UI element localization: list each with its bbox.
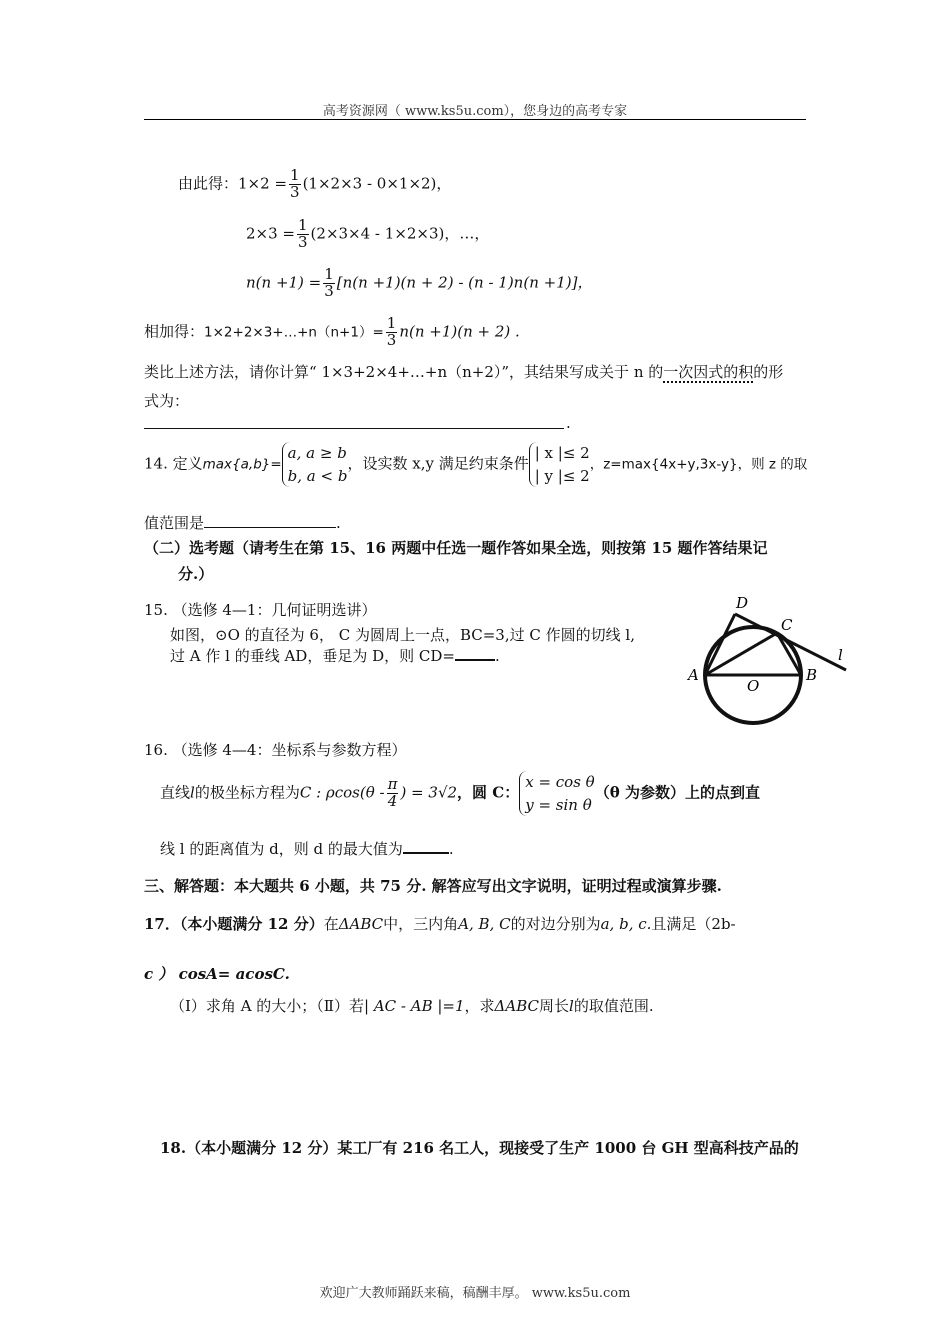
analogy-line: 类比上述方法，请你计算“ 1×3+2×4+…+n（n+2）”，其结果写成关于 n 的一次因式的积的形 xyxy=(144,363,784,381)
fraction-pi-over-4: $\frac{\pi}{4}$ xyxy=(387,775,398,810)
section-solutions-heading: 三、解答题：本大题共 6 小题，共 75 分. 解答应写出文字说明，证明过程或演算步骤. xyxy=(144,877,722,895)
label-b: B xyxy=(806,666,818,684)
page-footer: 欢迎广大教师踊跃来稿，稿酬丰厚。 www.ks5u.com xyxy=(319,1286,631,1301)
fraction-one-third: $\frac{1}{3}$ xyxy=(386,314,397,349)
lead-text: 由此得： xyxy=(178,174,239,193)
geometry-figure xyxy=(680,590,860,735)
problem-17-line-2: c ） cosA= acosC. xyxy=(144,965,290,983)
fraction-one-third: $\frac{1}{3}$ xyxy=(298,216,308,251)
derivation-line-2: 2×3 = $\frac{1}{3}$ (2×3×4 - 1×2×3)，…， xyxy=(246,216,490,251)
answer-blank-15[interactable] xyxy=(455,645,495,661)
derivation-line-1: 由此得：1×2 = $\frac{1}{3}$ (1×2×3 - 0×1×2)， xyxy=(178,166,452,201)
fraction-one-third: $\frac{1}{3}$ xyxy=(290,166,300,201)
fraction-one-third: $\frac{1}{3}$ xyxy=(324,265,334,300)
problem-16-line-2: 线 l 的距离值为 d，则 d 的最大值为 . xyxy=(160,840,454,858)
problem-18-line-1: 18.（本小题满分 12 分）某工厂有 216 名工人，现接受了生产 1000 台 GH 型高科技产品的 xyxy=(160,1139,799,1157)
problem-17-questions: （Ⅰ）求角 A 的大小；（Ⅱ）若| AC - AB |=1，求ΔABC周长l的取值范围. xyxy=(170,997,654,1015)
problem-15-label: 15. （选修 4—1：几何证明选讲） xyxy=(144,601,377,619)
section-elective-heading-2: 分.） xyxy=(178,565,214,583)
problem-15-line-2: 过 A 作 l 的垂线 AD，垂足为 D，则 CD= . xyxy=(170,647,500,665)
answer-blank-13[interactable] xyxy=(144,412,564,429)
problem-17-line-1: 17．（本小题满分 12 分）在ΔABC中，三内角A, B, C的对边分别为a, b, c.且满足（2b- xyxy=(144,915,736,933)
page-header: 高考资源网（ www.ks5u.com），您身边的高考专家 xyxy=(322,104,628,119)
problem-16-line-1: 直线l的极坐标方程为C : ρcos(θ - $\frac{\pi}{4}$ ) = 3√2，圆 C： x = cos θ y = sin θ （θ 为参数）上的点到直 xyxy=(160,771,760,816)
label-a: A xyxy=(688,666,699,684)
problem-15-line-1: 如图，⊙O 的直径为 6， C 为圆周上一点，BC=3,过 C 作圆的切线 l, xyxy=(170,626,635,644)
constraint-system: | x |≤ 2 | y |≤ 2 xyxy=(529,442,590,487)
emphasis-text: 一次因式的积 xyxy=(663,363,754,381)
label-c: C xyxy=(781,616,793,634)
label-d: D xyxy=(736,594,749,612)
problem-14-line-2: 值范围是 . xyxy=(144,514,341,532)
parametric-equations: x = cos θ y = sin θ xyxy=(519,771,595,816)
piecewise-definition: a, a ≥ b b, a < b xyxy=(282,442,348,487)
header-rule xyxy=(144,119,806,120)
problem-14: 14. 定义max{a,b}= a, a ≥ b b, a < b ，设实数 x,y 满足约束条件 | x |≤ 2 | y |≤ 2 ，z=max{4x+y,3x-y}，则 z 的取 xyxy=(144,442,807,487)
derivation-line-3: n(n +1) = $\frac{1}{3}$ [n(n +1)(n + 2) - (n - 1)n(n +1)]， xyxy=(246,265,593,300)
problem-16-label: 16. （选修 4—4：坐标系与参数方程） xyxy=(144,741,407,759)
label-o: O xyxy=(747,677,760,695)
sum-line: 相加得：1×2+2×3+…+n（n+1）= $\frac{1}{3}$ n(n +1)(n + 2) . xyxy=(144,314,520,349)
label-l: l xyxy=(838,646,843,664)
answer-blank-14[interactable] xyxy=(204,513,336,528)
analogy-line-2: 式为： xyxy=(144,392,190,410)
answer-blank-16[interactable] xyxy=(403,838,449,854)
section-elective-heading: （二）选考题（请考生在第 15、16 两题中任选一题作答如果全选，则按第 15 题作答结果记 xyxy=(144,539,768,557)
